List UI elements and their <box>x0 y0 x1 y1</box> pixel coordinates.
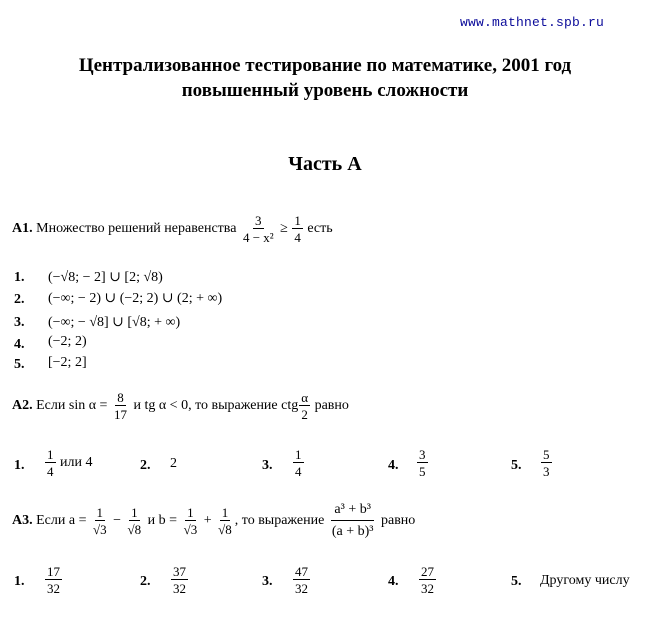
numerator: 1 <box>295 447 302 462</box>
fraction <box>241 214 276 244</box>
math-expr: b = <box>158 513 178 529</box>
option-value <box>44 565 63 595</box>
fraction <box>45 448 56 478</box>
site-url[interactable]: www.mathnet.spb.ru <box>460 15 605 30</box>
page-subtitle: повышенный уровень сложности <box>181 80 469 101</box>
option-number: 4. <box>14 337 25 352</box>
fraction <box>293 448 304 478</box>
question-a2 <box>12 391 349 421</box>
fraction <box>45 565 62 595</box>
fraction <box>417 448 428 478</box>
denominator: 4 <box>294 230 301 245</box>
numerator: 8 <box>117 390 124 405</box>
option-number: 4. <box>388 458 399 473</box>
fraction <box>299 391 310 421</box>
fraction <box>293 565 310 595</box>
fraction <box>419 565 436 595</box>
fraction <box>292 214 303 244</box>
denominator: 32 <box>173 581 186 596</box>
question-text: Если <box>36 513 66 529</box>
operator: + <box>203 513 212 529</box>
operator: − <box>113 513 122 529</box>
denominator: 3 <box>543 464 550 479</box>
numerator: 1 <box>221 505 229 520</box>
denominator: √3 <box>92 522 107 537</box>
question-tail: есть <box>307 221 333 237</box>
question-text: Множество решений неравенства <box>36 221 237 237</box>
question-label: A2. <box>12 398 33 414</box>
option-value <box>170 565 189 595</box>
question-text: Если <box>36 398 66 414</box>
option-number: 5. <box>14 357 25 372</box>
option-text: (−∞; − √8] ∪ [√8; + ∞) <box>48 315 181 330</box>
option-text: [−2; 2] <box>48 355 87 370</box>
option-value <box>44 448 92 478</box>
option-number: 2. <box>140 574 151 589</box>
option-value <box>416 448 429 478</box>
option-text: (−2; 2) <box>48 334 87 349</box>
page-title: Централизованное тестирование по математике, 2001 год <box>78 55 572 76</box>
numerator: 1 <box>47 447 54 462</box>
denominator: √8 <box>127 522 142 537</box>
option-number: 4. <box>388 574 399 589</box>
numerator: α <box>301 390 309 405</box>
operator: ≥ <box>280 221 288 237</box>
fraction <box>91 506 109 536</box>
denominator: √3 <box>183 522 198 537</box>
part-heading: Часть A <box>288 153 362 175</box>
fraction <box>171 565 188 595</box>
numerator: 5 <box>543 447 550 462</box>
fraction <box>126 506 144 536</box>
denominator: 4 − x² <box>242 230 274 245</box>
numerator: 1 <box>187 505 194 520</box>
fraction <box>216 506 234 536</box>
option-value <box>292 448 305 478</box>
option-number: 1. <box>14 458 25 473</box>
fraction <box>329 503 377 539</box>
fraction <box>541 448 552 478</box>
option-number: 2. <box>14 292 25 307</box>
conjunction: и <box>147 513 156 529</box>
option-number: 1. <box>14 270 25 285</box>
question-label: A3. <box>12 513 33 529</box>
math-expr: tg α < 0 <box>144 398 189 414</box>
denominator: 32 <box>295 581 308 596</box>
option-number: 3. <box>14 315 25 330</box>
denominator: 32 <box>47 581 60 596</box>
numerator: 17 <box>47 564 60 579</box>
option-number: 2. <box>140 458 151 473</box>
denominator: (a + b)³ <box>331 524 374 539</box>
numerator: a³ + b³ <box>331 503 374 521</box>
option-number: 3. <box>262 574 273 589</box>
option-number: 5. <box>511 458 522 473</box>
denominator: √8 <box>218 522 232 537</box>
option-text: (−√8; − 2] ∪ [2; √8) <box>48 270 163 285</box>
denominator: 32 <box>421 581 434 596</box>
conjunction: и <box>133 398 141 414</box>
option-value <box>418 565 437 595</box>
option-text: (−∞; − 2) ∪ (−2; 2) ∪ (2; + ∞) <box>48 291 223 306</box>
math-expr: sin α = <box>68 398 108 414</box>
option-extra: или 4 <box>60 455 93 471</box>
question-a3 <box>12 503 415 539</box>
numerator: 3 <box>255 213 262 228</box>
question-tail: равно <box>380 513 416 529</box>
option-number: 3. <box>262 458 273 473</box>
question-text: , то выражение <box>234 513 325 529</box>
fraction <box>182 506 200 536</box>
numerator: 3 <box>419 447 426 462</box>
denominator: 5 <box>419 464 426 479</box>
option-number: 5. <box>511 574 522 589</box>
question-label: A1. <box>12 221 33 237</box>
option-value: 2 <box>170 456 177 471</box>
numerator: 27 <box>421 564 434 579</box>
option-number: 1. <box>14 574 25 589</box>
question-tail: равно <box>314 398 349 414</box>
option-value: Другому числу <box>540 573 630 588</box>
numerator: 1 <box>131 505 138 520</box>
numerator: 47 <box>295 564 308 579</box>
denominator: 2 <box>301 407 308 422</box>
denominator: 17 <box>113 407 127 422</box>
math-expr: ctg <box>281 398 299 414</box>
question-a1 <box>12 214 333 244</box>
numerator: 37 <box>173 564 186 579</box>
math-expr: a = <box>68 513 87 529</box>
denominator: 4 <box>295 464 302 479</box>
numerator: 1 <box>96 505 104 520</box>
question-text: , то выражение <box>188 398 278 414</box>
denominator: 4 <box>47 464 54 479</box>
fraction <box>112 391 129 421</box>
numerator: 1 <box>294 213 301 228</box>
option-value <box>292 565 311 595</box>
option-value <box>540 448 553 478</box>
